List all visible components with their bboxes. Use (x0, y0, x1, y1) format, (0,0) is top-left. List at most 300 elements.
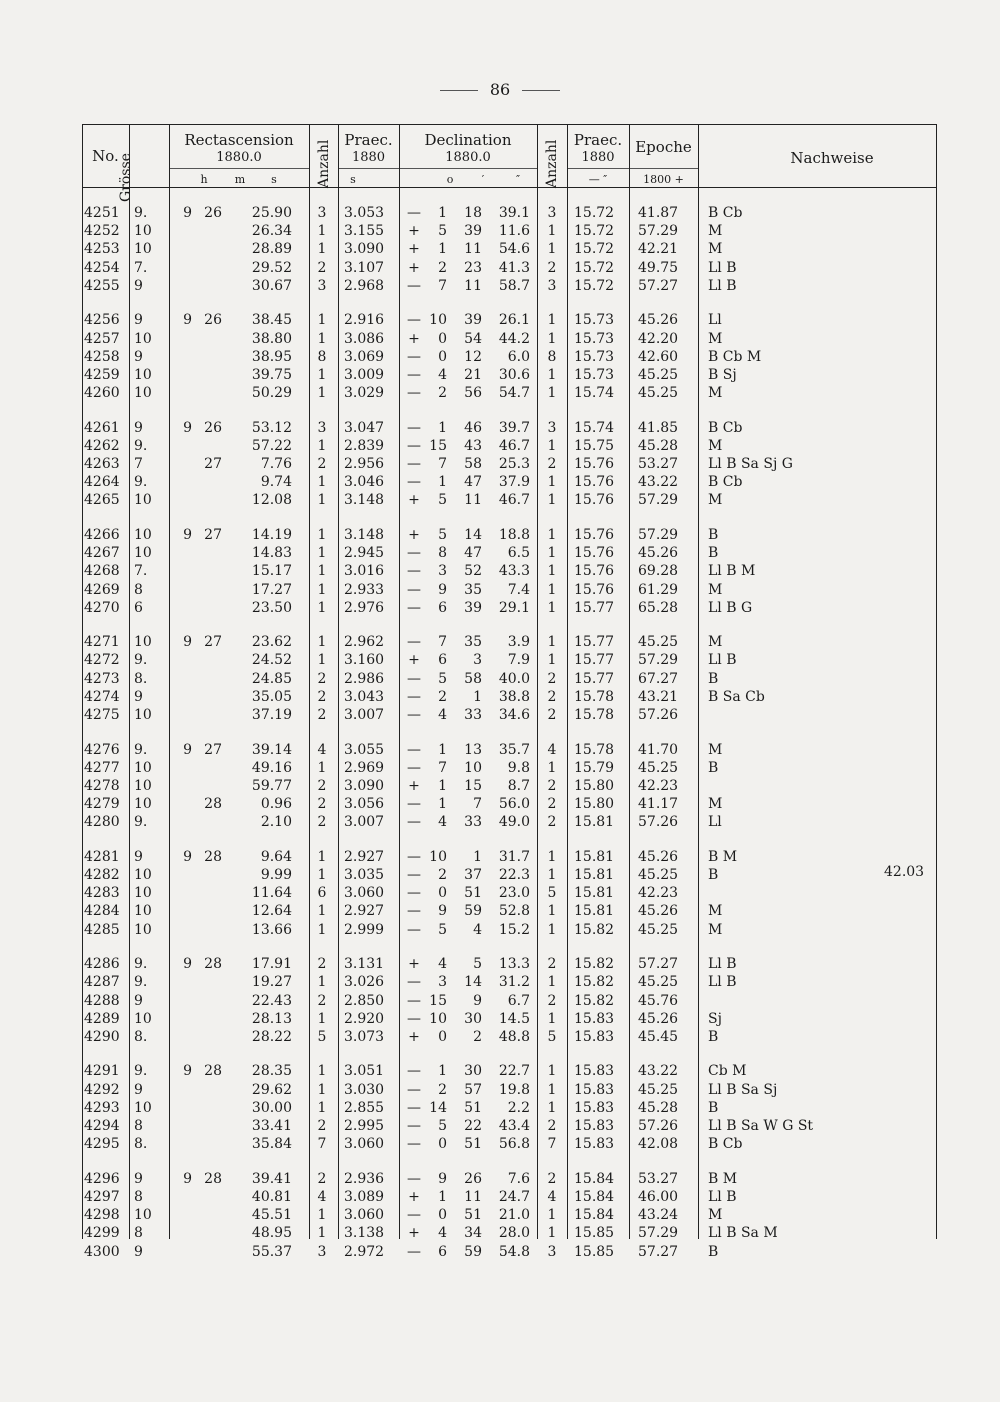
cell-decl-min: 3 (473, 652, 482, 669)
header-ra-h: h (200, 173, 208, 186)
cell-anzahl: 1 (317, 599, 327, 616)
cell-decl-deg: 5 (438, 670, 447, 687)
cell-decl-min: 10 (464, 759, 482, 776)
cell-ra-s: 37.19 (251, 707, 292, 723)
cell-nachweise: Cb M (708, 1063, 747, 1080)
cell-decl-sign: — (407, 796, 421, 813)
cell-anzahl-2: 1 (547, 903, 557, 920)
cell-nachweise: M (708, 1207, 723, 1224)
cell-praec-2: 15.80 (574, 796, 615, 813)
table-row (82, 992, 937, 1010)
cell-anzahl: 1 (317, 437, 327, 454)
cell-nachweise: Ll B (708, 277, 737, 294)
cell-praec-2: 15.81 (574, 848, 615, 865)
cell-nachweise: M (708, 796, 723, 813)
cell-no: 4277 (84, 759, 120, 776)
cell-decl-min: 4 (473, 921, 482, 938)
cell-decl-min: 5 (473, 956, 482, 973)
cell-decl-sign: — (407, 634, 421, 651)
cell-decl-sign: — (407, 885, 421, 902)
cell-anzahl-2: 5 (547, 885, 557, 902)
cell-ra-s: 38.45 (251, 312, 292, 329)
cell-epoche: 57.27 (638, 956, 679, 973)
cell-decl-sign: + (408, 259, 420, 276)
cell-anzahl: 1 (317, 581, 327, 598)
cell-nachweise: B Cb M (708, 348, 762, 365)
cell-anzahl: 8 (317, 348, 327, 365)
table-row (82, 1028, 937, 1046)
cell-no: 4293 (84, 1099, 120, 1116)
cell-nachweise: M (708, 581, 723, 598)
cell-nachweise: B (708, 1243, 719, 1260)
cell-anzahl-2: 3 (547, 205, 557, 221)
cell-epoche: 42.23 (638, 777, 679, 794)
cell-ra-s: 38.80 (251, 330, 292, 347)
cell-decl-sec: 54.6 (498, 241, 530, 258)
cell-anzahl: 1 (317, 526, 327, 543)
cell-ra-s: 15.17 (251, 563, 292, 580)
table-row (82, 599, 937, 617)
cell-nachweise: B Cb (708, 474, 743, 491)
cell-decl-deg: 15 (429, 992, 447, 1009)
cell-praec: 3.090 (344, 777, 385, 794)
cell-praec: 2.999 (344, 921, 385, 938)
cell-anzahl: 1 (317, 223, 327, 240)
cell-nachweise: Ll (708, 814, 722, 831)
cell-groesse: 10 (134, 241, 152, 258)
cell-decl-min: 54 (464, 330, 482, 347)
cell-no: 4295 (84, 1136, 120, 1153)
cell-praec: 3.035 (344, 867, 385, 883)
cell-anzahl-2: 1 (547, 759, 557, 776)
cell-anzahl: 1 (317, 848, 327, 865)
cell-anzahl: 2 (317, 796, 327, 813)
cell-ra-m: 26 (204, 419, 222, 436)
cell-epoche: 45.25 (638, 1081, 679, 1098)
cell-ra-m: 27 (204, 741, 222, 758)
cell-praec-2: 15.84 (574, 1207, 615, 1224)
cell-epoche: 57.26 (638, 1118, 679, 1134)
cell-praec-2: 15.83 (574, 1028, 615, 1045)
cell-anzahl-2: 1 (547, 312, 557, 329)
cell-decl-sign: — (407, 848, 421, 865)
cell-epoche: 53.27 (638, 456, 679, 472)
cell-ra-s: 38.95 (251, 348, 292, 365)
cell-nachweise: M (708, 437, 723, 454)
cell-decl-deg: 9 (438, 903, 447, 920)
cell-anzahl: 6 (317, 885, 327, 902)
table-row (82, 544, 937, 562)
cell-nachweise: M (708, 903, 723, 920)
cell-decl-sec: 6.0 (507, 348, 530, 365)
cell-decl-sign: + (408, 956, 420, 973)
cell-nachweise: Ll B (708, 956, 737, 973)
table-row (82, 455, 937, 473)
cell-decl-sec: 7.4 (507, 581, 530, 598)
cell-epoche: 45.25 (638, 759, 679, 776)
cell-decl-min: 37 (464, 867, 482, 883)
cell-ra-m: 28 (204, 848, 222, 865)
cell-anzahl: 1 (317, 867, 327, 883)
cell-no: 4273 (84, 670, 120, 687)
cell-epoche: 45.28 (638, 437, 679, 454)
cell-anzahl: 1 (317, 903, 327, 920)
cell-ra-s: 28.35 (251, 1063, 292, 1080)
cell-anzahl-2: 1 (547, 437, 557, 454)
cell-decl-sign: — (407, 599, 421, 616)
cell-decl-sign: — (407, 545, 421, 562)
cell-anzahl: 2 (317, 1170, 327, 1187)
cell-decl-sec: 15.2 (498, 921, 530, 938)
cell-praec-2: 15.73 (574, 312, 615, 329)
cell-praec: 3.043 (344, 688, 385, 705)
cell-groesse: 10 (134, 796, 152, 813)
cell-ra-s: 2.10 (260, 814, 292, 831)
cell-praec: 2.956 (344, 456, 385, 472)
cell-decl-sec: 39.7 (498, 419, 530, 436)
cell-decl-sec: 43.4 (498, 1118, 530, 1134)
cell-praec: 3.069 (344, 348, 385, 365)
cell-nachweise: Sj (708, 1010, 722, 1027)
cell-groesse: 7. (134, 259, 148, 276)
cell-no: 4255 (84, 277, 120, 294)
cell-praec-2: 15.83 (574, 1081, 615, 1098)
cell-decl-sec: 41.3 (498, 259, 530, 276)
header-ra-epoch: 1880.0 (216, 150, 262, 165)
cell-groesse: 8. (134, 1028, 148, 1045)
cell-decl-deg: 1 (438, 474, 447, 491)
cell-praec: 3.056 (344, 796, 385, 813)
cell-praec: 3.026 (344, 974, 385, 991)
cell-ra-s: 25.90 (251, 205, 292, 221)
cell-praec: 2.945 (344, 545, 385, 562)
cell-groesse: 10 (134, 885, 152, 902)
header-epoche-unit: 1800 + (643, 173, 684, 186)
cell-no: 4282 (84, 867, 120, 883)
cell-groesse: 9. (134, 437, 148, 454)
cell-decl-sec: 11.6 (498, 223, 530, 240)
cell-decl-deg: 6 (438, 599, 447, 616)
cell-decl-sec: 22.7 (498, 1063, 530, 1080)
header-ra-m: m (234, 173, 246, 186)
cell-epoche: 57.26 (638, 814, 679, 831)
cell-groesse: 6 (134, 599, 143, 616)
cell-decl-sign: — (407, 563, 421, 580)
header-anzahl-2: Anzahl (544, 139, 560, 188)
cell-praec: 3.073 (344, 1028, 385, 1045)
cell-anzahl-2: 1 (547, 652, 557, 669)
cell-nachweise: B Sa Cb (708, 688, 765, 705)
cell-decl-sign: — (407, 1063, 421, 1080)
cell-decl-deg: 0 (438, 885, 447, 902)
cell-nachweise: M (708, 741, 723, 758)
table-row (82, 311, 937, 329)
cell-anzahl-2: 3 (547, 419, 557, 436)
cell-anzahl: 3 (317, 419, 327, 436)
cell-praec-2: 15.77 (574, 634, 615, 651)
cell-decl-deg: 4 (438, 1225, 447, 1242)
cell-praec-2: 15.82 (574, 956, 615, 973)
cell-groesse: 8. (134, 670, 148, 687)
cell-nachweise: B (708, 1099, 719, 1116)
header-decl-min: ′ (481, 173, 485, 186)
cell-anzahl-2: 1 (547, 1081, 557, 1098)
cell-epoche: 41.85 (638, 419, 679, 436)
cell-nachweise: M (708, 223, 723, 240)
cell-decl-deg: 1 (438, 1063, 447, 1080)
cell-anzahl: 1 (317, 1099, 327, 1116)
cell-groesse: 9 (134, 348, 143, 365)
cell-nachweise: Ll B (708, 1188, 737, 1205)
cell-decl-deg: 1 (438, 419, 447, 436)
cell-anzahl: 4 (317, 1188, 327, 1205)
cell-groesse: 10 (134, 526, 152, 543)
cell-groesse: 7 (134, 456, 143, 472)
cell-decl-sign: + (408, 777, 420, 794)
cell-decl-sec: 18.8 (498, 526, 530, 543)
cell-decl-sign: — (407, 1099, 421, 1116)
cell-praec-2: 15.84 (574, 1188, 615, 1205)
table-row (82, 1243, 937, 1261)
cell-no: 4266 (84, 526, 120, 543)
cell-decl-min: 51 (464, 1207, 482, 1224)
cell-decl-deg: 4 (438, 814, 447, 831)
cell-praec: 3.051 (344, 1063, 385, 1080)
table-row (82, 1081, 937, 1099)
cell-no: 4297 (84, 1188, 120, 1205)
cell-ra-h: 9 (183, 848, 192, 865)
cell-anzahl-2: 3 (547, 1243, 557, 1260)
cell-anzahl-2: 2 (547, 688, 557, 705)
cell-decl-sign: + (408, 526, 420, 543)
table-row (82, 1117, 937, 1135)
cell-praec-2: 15.73 (574, 366, 615, 383)
cell-epoche: 45.25 (638, 385, 679, 402)
cell-decl-min: 56 (464, 385, 482, 402)
cell-anzahl-2: 1 (547, 599, 557, 616)
table-row (82, 437, 937, 455)
cell-ra-s: 14.83 (251, 545, 292, 562)
cell-praec-2: 15.76 (574, 492, 615, 509)
cell-groesse: 10 (134, 223, 152, 240)
cell-nachweise: B Cb (708, 419, 743, 436)
cell-nachweise: Ll B (708, 259, 737, 276)
cell-groesse: 10 (134, 1207, 152, 1224)
table-row (82, 1099, 937, 1117)
header-no: No. (92, 147, 119, 165)
cell-decl-sec: 13.3 (498, 956, 530, 973)
cell-epoche: 53.27 (638, 1170, 679, 1187)
cell-groesse: 9 (134, 1081, 143, 1098)
table-row (82, 348, 937, 366)
cell-decl-sign: — (407, 688, 421, 705)
cell-decl-deg: 1 (438, 1188, 447, 1205)
cell-decl-sign: + (408, 652, 420, 669)
cell-epoche: 41.87 (638, 205, 679, 221)
cell-decl-deg: 10 (429, 1010, 447, 1027)
cell-no: 4283 (84, 885, 120, 902)
cell-decl-sec: 48.8 (498, 1028, 530, 1045)
cell-no: 4267 (84, 545, 120, 562)
cell-decl-min: 39 (464, 312, 482, 329)
cell-no: 4253 (84, 241, 120, 258)
cell-ra-s: 12.08 (251, 492, 292, 509)
table-row (82, 259, 937, 277)
cell-groesse: 10 (134, 903, 152, 920)
cell-ra-s: 50.29 (251, 385, 292, 402)
cell-ra-s: 11.64 (251, 885, 292, 902)
table-row (82, 562, 937, 580)
cell-anzahl-2: 2 (547, 814, 557, 831)
cell-decl-sign: — (407, 814, 421, 831)
cell-no: 4264 (84, 474, 120, 491)
header-decl-sec: ″ (515, 173, 521, 186)
cell-groesse: 9. (134, 205, 148, 221)
cell-decl-min: 14 (464, 974, 482, 991)
cell-anzahl-2: 1 (547, 921, 557, 938)
cell-nachweise: B Cb (708, 205, 743, 221)
cell-praec: 3.086 (344, 330, 385, 347)
cell-praec-2: 15.78 (574, 688, 615, 705)
cell-decl-sign: — (407, 456, 421, 472)
cell-epoche: 42.60 (638, 348, 679, 365)
cell-nachweise: Ll B Sa Sj (708, 1081, 778, 1098)
cell-epoche: 45.45 (638, 1028, 679, 1045)
cell-praec-2: 15.76 (574, 456, 615, 472)
cell-anzahl: 1 (317, 312, 327, 329)
cell-ra-s: 28.22 (251, 1028, 292, 1045)
cell-anzahl: 3 (317, 205, 327, 221)
cell-groesse: 8 (134, 1225, 143, 1242)
cell-decl-deg: 7 (438, 759, 447, 776)
cell-decl-min: 23 (464, 259, 482, 276)
cell-anzahl: 1 (317, 330, 327, 347)
cell-epoche: 49.75 (638, 259, 679, 276)
cell-no: 4281 (84, 848, 120, 865)
cell-groesse: 10 (134, 921, 152, 938)
cell-ra-s: 0.96 (260, 796, 292, 813)
table-row (82, 222, 937, 240)
cell-decl-sec: 28.0 (498, 1225, 530, 1242)
cell-decl-deg: 0 (438, 330, 447, 347)
cell-epoche: 42.23 (638, 885, 679, 902)
cell-decl-sec: 34.6 (498, 707, 530, 723)
cell-groesse: 9. (134, 1063, 148, 1080)
cell-no: 4263 (84, 456, 120, 472)
cell-decl-min: 14 (464, 526, 482, 543)
cell-anzahl: 1 (317, 474, 327, 491)
cell-ra-s: 39.75 (251, 366, 292, 383)
cell-ra-s: 39.14 (251, 741, 292, 758)
cell-no: 4287 (84, 974, 120, 991)
cell-decl-sign: — (407, 366, 421, 383)
cell-nachweise: B M (708, 1170, 738, 1187)
cell-no: 4276 (84, 741, 120, 758)
page-number: 86 (0, 80, 1000, 99)
cell-anzahl: 2 (317, 1118, 327, 1134)
cell-praec: 3.030 (344, 1081, 385, 1098)
cell-praec-2: 15.73 (574, 348, 615, 365)
table-row (82, 688, 937, 706)
cell-ra-h: 9 (183, 526, 192, 543)
cell-decl-sign: — (407, 385, 421, 402)
cell-decl-min: 7 (473, 796, 482, 813)
cell-nachweise: Ll B Sa M (708, 1225, 778, 1242)
cell-nachweise: M (708, 634, 723, 651)
cell-decl-sign: — (407, 1081, 421, 1098)
cell-no: 4265 (84, 492, 120, 509)
cell-anzahl-2: 1 (547, 1099, 557, 1116)
cell-praec-2: 15.76 (574, 581, 615, 598)
cell-nachweise: Ll (708, 312, 722, 329)
cell-decl-min: 46 (464, 419, 482, 436)
cell-anzahl-2: 2 (547, 670, 557, 687)
cell-epoche: 43.22 (638, 1063, 679, 1080)
cell-decl-min: 30 (464, 1063, 482, 1080)
cell-decl-min: 39 (464, 223, 482, 240)
cell-decl-sec: 31.2 (498, 974, 530, 991)
cell-epoche: 45.26 (638, 848, 679, 865)
cell-ra-h: 9 (183, 1063, 192, 1080)
cell-ra-s: 24.85 (251, 670, 292, 687)
cell-groesse: 8 (134, 581, 143, 598)
cell-anzahl-2: 7 (547, 1136, 557, 1153)
table-row (82, 955, 937, 973)
table-row (82, 204, 937, 222)
header-praec-unit: s (350, 173, 356, 186)
cell-decl-deg: 2 (438, 259, 447, 276)
cell-no: 4257 (84, 330, 120, 347)
cell-nachweise: B Sj (708, 366, 737, 383)
cell-decl-sign: — (407, 670, 421, 687)
cell-anzahl: 5 (317, 1028, 327, 1045)
cell-anzahl: 2 (317, 956, 327, 973)
cell-anzahl-2: 1 (547, 223, 557, 240)
cell-ra-s: 23.62 (251, 634, 292, 651)
header-praec: Praec. (344, 131, 393, 149)
cell-epoche: 57.29 (638, 652, 679, 669)
cell-praec: 2.850 (344, 992, 385, 1009)
cell-decl-deg: 2 (438, 1081, 447, 1098)
cell-ra-s: 30.67 (251, 277, 292, 294)
cell-decl-sign: — (407, 474, 421, 491)
cell-decl-min: 21 (464, 366, 482, 383)
cell-decl-sign: + (408, 1225, 420, 1242)
cell-nachweise: Ll B (708, 652, 737, 669)
cell-praec: 2.968 (344, 277, 385, 294)
cell-no: 4300 (84, 1243, 120, 1260)
cell-anzahl-2: 2 (547, 707, 557, 723)
table-row (82, 330, 937, 348)
cell-no: 4269 (84, 581, 120, 598)
cell-ra-s: 40.81 (251, 1188, 292, 1205)
cell-groesse: 9. (134, 814, 148, 831)
cell-decl-deg: 2 (438, 385, 447, 402)
cell-decl-sec: 54.8 (498, 1243, 530, 1260)
cell-decl-sec: 19.8 (498, 1081, 530, 1098)
cell-decl-min: 51 (464, 885, 482, 902)
table-row (82, 419, 937, 437)
cell-epoche: 45.25 (638, 634, 679, 651)
cell-decl-deg: 3 (438, 974, 447, 991)
cell-decl-sec: 29.1 (498, 599, 530, 616)
cell-no: 4298 (84, 1207, 120, 1224)
cell-praec: 3.160 (344, 652, 385, 669)
cell-ra-s: 45.51 (251, 1207, 292, 1224)
cell-groesse: 10 (134, 385, 152, 402)
cell-ra-s: 9.74 (260, 474, 292, 491)
cell-ra-s: 48.95 (251, 1225, 292, 1242)
